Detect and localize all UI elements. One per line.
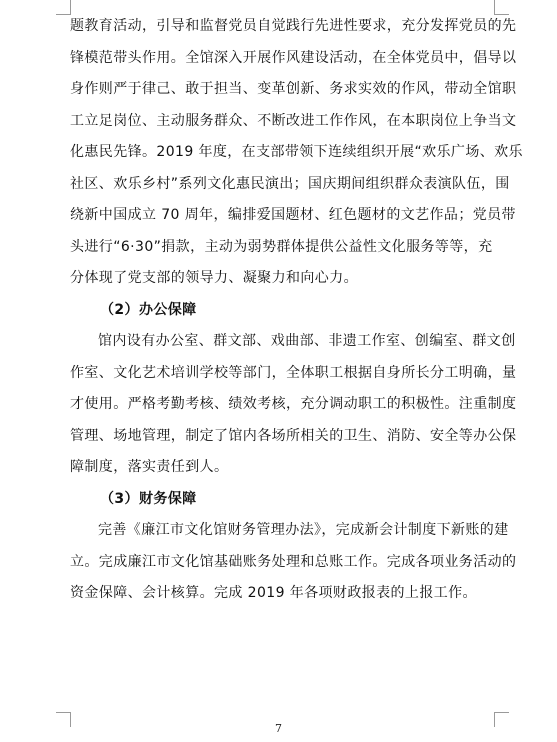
section-heading-finance: （3）财务保障 bbox=[100, 490, 197, 507]
text-line: 资金保障、会计核算。完成 2019 年各项财政报表的上报工作。 bbox=[70, 585, 477, 601]
paragraph-party-building bbox=[70, 11, 523, 295]
text-line: 工立足岗位、主动服务群众、不断改进工作作风，在本职岗位上争当文 bbox=[70, 112, 517, 129]
text-line: 社区、欢乐乡村”系列文化惠民演出；国庆期间组织群众表演队伍，围 bbox=[70, 175, 510, 192]
paragraph-office bbox=[70, 326, 517, 484]
text-line: 完善《廉江市文化馆财务管理办法》，完成新会计制度下新账的建 bbox=[98, 522, 509, 538]
text-line: 锋模范带头作用。全馆深入开展作风建设活动，在全体党员中，倡导以 bbox=[70, 49, 517, 66]
margin-corner-mark bbox=[494, 0, 509, 15]
text-line: 障制度，落实责任到人。 bbox=[70, 459, 229, 475]
text-line: 馆内设有办公室、群文部、戏曲部、非遗工作室、创编室、群文创 bbox=[98, 333, 516, 349]
text-line: 题教育活动，引导和监督党员自觉践行先进性要求，充分发挥党员的先 bbox=[70, 18, 517, 34]
text-line: 头进行“6·30”捐款，主动为弱势群体提供公益性文化服务等等，充 bbox=[70, 238, 493, 255]
text-line: 才使用。严格考勤考核、绩效考核，充分调动职工的积极性。注重制度 bbox=[70, 396, 517, 412]
text-line: 管理、场地管理，制定了馆内各场所相关的卫生、消防、安全等办公保 bbox=[70, 427, 517, 444]
paragraph-finance bbox=[70, 515, 517, 610]
text-line: 化惠民先锋。2019 年度，在支部带领下连续组织开展“欢乐广场、欢乐 bbox=[70, 144, 523, 160]
text-line: 分体现了党支部的领导力、凝聚力和向心力。 bbox=[70, 270, 358, 286]
text-line: 立。完成廉江市文化馆基础账务处理和总账工作。完成各项业务活动的 bbox=[70, 553, 517, 570]
page-number: 7 bbox=[275, 722, 282, 735]
text-line: 绕新中国成立 70 周年，编排爱国题材、红色题材的文艺作品；党员带 bbox=[70, 207, 516, 223]
document-body bbox=[70, 11, 523, 610]
margin-corner-mark bbox=[56, 0, 71, 15]
section-heading-office: （2）办公保障 bbox=[100, 301, 197, 318]
text-line: 作室、文化艺术培训学校等部门，全体职工根据自身所长分工明确，量 bbox=[70, 364, 517, 381]
text-line: 身作则严于律己、敢于担当、变革创新、务求实效的作风，带动全馆职 bbox=[70, 81, 517, 97]
